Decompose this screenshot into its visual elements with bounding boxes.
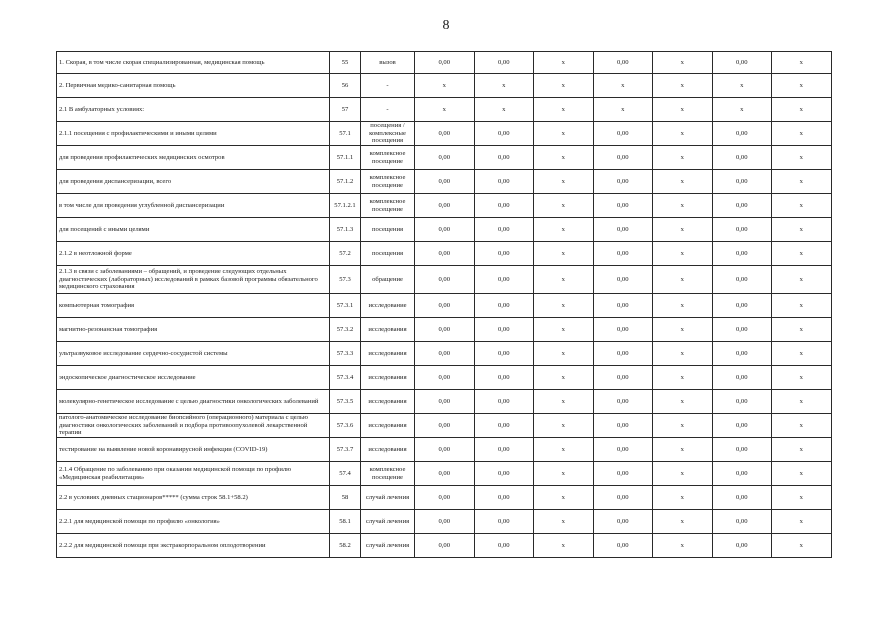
value-cell: x: [772, 366, 832, 390]
value-cell: 0,00: [712, 366, 772, 390]
row-number-cell: 57.1.2.1: [330, 194, 361, 218]
table-row: [57, 242, 832, 266]
value-cell: x: [534, 510, 594, 534]
value-cell: x: [772, 242, 832, 266]
row-number-cell: 57.3.3: [330, 342, 361, 366]
value-cell: 0,00: [712, 266, 772, 294]
value-cell: x: [772, 342, 832, 366]
value-cell: 0,00: [593, 510, 653, 534]
value-cell: x: [712, 98, 772, 122]
value-cell: x: [474, 98, 534, 122]
value-cell: 0,00: [712, 294, 772, 318]
unit-cell: -: [361, 74, 415, 98]
unit-cell: посещения / комплексные посещения: [361, 122, 415, 146]
row-name-cell: для проведения профилактических медицинских осмотров: [57, 146, 330, 170]
table-row: [57, 462, 832, 486]
value-cell: 0,00: [474, 534, 534, 558]
value-cell: x: [534, 318, 594, 342]
unit-cell: исследования: [361, 318, 415, 342]
row-number-cell: 57.3.5: [330, 390, 361, 414]
value-cell: x: [653, 438, 713, 462]
value-cell: 0,00: [474, 52, 534, 74]
value-cell: x: [653, 242, 713, 266]
table-row: [57, 486, 832, 510]
value-cell: x: [534, 146, 594, 170]
value-cell: x: [653, 122, 713, 146]
value-cell: 0,00: [593, 366, 653, 390]
unit-cell: комплексное посещение: [361, 170, 415, 194]
value-cell: 0,00: [474, 438, 534, 462]
value-cell: x: [534, 534, 594, 558]
value-cell: 0,00: [474, 510, 534, 534]
value-cell: 0,00: [712, 218, 772, 242]
value-cell: 0,00: [474, 414, 534, 438]
unit-cell: исследования: [361, 366, 415, 390]
row-number-cell: 57.3.6: [330, 414, 361, 438]
value-cell: 0,00: [415, 462, 475, 486]
value-cell: 0,00: [593, 342, 653, 366]
table-row: [57, 170, 832, 194]
value-cell: 0,00: [415, 266, 475, 294]
value-cell: 0,00: [474, 390, 534, 414]
value-cell: 0,00: [593, 390, 653, 414]
unit-cell: посещения: [361, 242, 415, 266]
value-cell: 0,00: [415, 52, 475, 74]
row-number-cell: 57.3.4: [330, 366, 361, 390]
value-cell: 0,00: [712, 318, 772, 342]
value-cell: 0,00: [593, 170, 653, 194]
value-cell: x: [772, 438, 832, 462]
table-row: [57, 318, 832, 342]
table-row: [57, 194, 832, 218]
unit-cell: случай лечения: [361, 510, 415, 534]
row-name-cell: тестирование на выявление новой коронавирусной инфекции (COVID-19): [57, 438, 330, 462]
table-row: [57, 74, 832, 98]
value-cell: x: [474, 74, 534, 98]
page-number: 8: [442, 18, 450, 33]
value-cell: 0,00: [712, 438, 772, 462]
table-row: [57, 366, 832, 390]
value-cell: 0,00: [415, 510, 475, 534]
value-cell: 0,00: [593, 294, 653, 318]
value-cell: x: [534, 414, 594, 438]
value-cell: x: [772, 218, 832, 242]
unit-cell: комплексное посещение: [361, 146, 415, 170]
value-cell: 0,00: [474, 242, 534, 266]
value-cell: 0,00: [415, 218, 475, 242]
value-cell: x: [593, 74, 653, 98]
value-cell: 0,00: [415, 342, 475, 366]
value-cell: x: [653, 366, 713, 390]
value-cell: 0,00: [712, 122, 772, 146]
value-cell: 0,00: [593, 486, 653, 510]
value-cell: x: [653, 170, 713, 194]
unit-cell: вызов: [361, 52, 415, 74]
value-cell: x: [653, 74, 713, 98]
row-name-cell: магнитно-резонансная томография: [57, 318, 330, 342]
value-cell: x: [772, 390, 832, 414]
value-cell: x: [653, 510, 713, 534]
value-cell: x: [415, 98, 475, 122]
value-cell: 0,00: [712, 390, 772, 414]
row-number-cell: 57.3: [330, 266, 361, 294]
row-number-cell: 57.1.2: [330, 170, 361, 194]
table-row: [57, 534, 832, 558]
table-row: [57, 342, 832, 366]
value-cell: 0,00: [593, 194, 653, 218]
row-number-cell: 57.3.7: [330, 438, 361, 462]
unit-cell: исследования: [361, 342, 415, 366]
value-cell: 0,00: [593, 218, 653, 242]
value-cell: 0,00: [593, 534, 653, 558]
value-cell: 0,00: [593, 462, 653, 486]
value-cell: 0,00: [415, 534, 475, 558]
value-cell: x: [534, 74, 594, 98]
value-cell: 0,00: [415, 122, 475, 146]
value-cell: 0,00: [415, 170, 475, 194]
table-row: [57, 414, 832, 438]
table-row: [57, 122, 832, 146]
value-cell: x: [653, 52, 713, 74]
value-cell: x: [653, 98, 713, 122]
row-number-cell: 58.1: [330, 510, 361, 534]
value-cell: x: [534, 438, 594, 462]
row-name-cell: для проведения диспансеризации, всего: [57, 170, 330, 194]
row-name-cell: ультразвуковое исследование сердечно-сосудистой системы: [57, 342, 330, 366]
value-cell: 0,00: [593, 52, 653, 74]
table-row: [57, 98, 832, 122]
value-cell: x: [772, 194, 832, 218]
value-cell: 0,00: [712, 534, 772, 558]
value-cell: x: [534, 462, 594, 486]
value-cell: x: [772, 266, 832, 294]
row-name-cell: 2. Первичная медико-санитарная помощь: [57, 74, 330, 98]
value-cell: x: [534, 366, 594, 390]
value-cell: x: [415, 74, 475, 98]
row-name-cell: молекулярно-генетическое исследование с целью диагностики онкологических заболеваний: [57, 390, 330, 414]
value-cell: 0,00: [474, 462, 534, 486]
value-cell: 0,00: [712, 342, 772, 366]
value-cell: x: [653, 194, 713, 218]
unit-cell: исследование: [361, 294, 415, 318]
row-name-cell: 2.1.3 в связи с заболеваниями – обращений, и проведение следующих отдельных диагностических (лабораторных) исследований в рамках базовой программы обязательного медицинского страхования: [57, 266, 330, 294]
value-cell: 0,00: [474, 366, 534, 390]
value-cell: 0,00: [415, 194, 475, 218]
value-cell: x: [772, 318, 832, 342]
row-name-cell: 2.1.4 Обращение по заболеванию при оказании медицинской помощи по профилю «Медицинская реабилитация»: [57, 462, 330, 486]
table-row: [57, 294, 832, 318]
row-number-cell: 57.4: [330, 462, 361, 486]
value-cell: 0,00: [474, 122, 534, 146]
unit-cell: случай лечения: [361, 486, 415, 510]
unit-cell: посещения: [361, 218, 415, 242]
value-cell: x: [772, 534, 832, 558]
value-cell: 0,00: [474, 170, 534, 194]
row-name-cell: 2.2.2 для медицинской помощи при экстракорпоральном оплодотворении: [57, 534, 330, 558]
value-cell: x: [772, 52, 832, 74]
value-cell: 0,00: [593, 146, 653, 170]
value-cell: 0,00: [712, 146, 772, 170]
value-cell: 0,00: [415, 242, 475, 266]
value-cell: x: [653, 342, 713, 366]
row-number-cell: 58.2: [330, 534, 361, 558]
value-cell: 0,00: [593, 414, 653, 438]
row-number-cell: 57.2: [330, 242, 361, 266]
value-cell: x: [772, 170, 832, 194]
unit-cell: исследования: [361, 438, 415, 462]
value-cell: x: [653, 414, 713, 438]
value-cell: x: [534, 266, 594, 294]
value-cell: 0,00: [474, 194, 534, 218]
value-cell: 0,00: [415, 318, 475, 342]
table-body: [57, 52, 832, 558]
row-number-cell: 56: [330, 74, 361, 98]
value-cell: 0,00: [474, 318, 534, 342]
value-cell: 0,00: [593, 122, 653, 146]
row-name-cell: 2.2.1 для медицинской помощи по профилю «онкология»: [57, 510, 330, 534]
row-name-cell: для посещений с иными целями: [57, 218, 330, 242]
value-cell: x: [534, 98, 594, 122]
value-cell: 0,00: [712, 242, 772, 266]
table-row: [57, 510, 832, 534]
unit-cell: комплексное посещение: [361, 462, 415, 486]
value-cell: x: [534, 342, 594, 366]
value-cell: x: [653, 390, 713, 414]
value-cell: 0,00: [712, 510, 772, 534]
table-row: [57, 146, 832, 170]
value-cell: x: [653, 146, 713, 170]
value-cell: x: [534, 218, 594, 242]
value-cell: 0,00: [712, 52, 772, 74]
row-name-cell: в том числе для проведения углубленной диспансеризации: [57, 194, 330, 218]
value-cell: x: [772, 146, 832, 170]
table-row: [57, 218, 832, 242]
value-cell: x: [534, 486, 594, 510]
value-cell: x: [772, 294, 832, 318]
row-number-cell: 57: [330, 98, 361, 122]
value-cell: 0,00: [593, 438, 653, 462]
row-name-cell: 2.1.1 посещения с профилактическими и иными целями: [57, 122, 330, 146]
row-name-cell: эндоскопическое диагностическое исследование: [57, 366, 330, 390]
row-name-cell: 2.1.2 в неотложной форме: [57, 242, 330, 266]
value-cell: 0,00: [415, 366, 475, 390]
table-row: [57, 390, 832, 414]
table-row: [57, 52, 832, 74]
value-cell: 0,00: [593, 242, 653, 266]
row-number-cell: 57.1: [330, 122, 361, 146]
unit-cell: исследования: [361, 390, 415, 414]
value-cell: x: [653, 266, 713, 294]
financing-table: [56, 51, 832, 558]
value-cell: 0,00: [593, 266, 653, 294]
row-name-cell: компьютерная томография: [57, 294, 330, 318]
value-cell: 0,00: [474, 266, 534, 294]
value-cell: 0,00: [474, 146, 534, 170]
value-cell: x: [653, 318, 713, 342]
value-cell: x: [772, 510, 832, 534]
value-cell: 0,00: [415, 294, 475, 318]
value-cell: 0,00: [415, 146, 475, 170]
value-cell: x: [653, 294, 713, 318]
value-cell: x: [534, 242, 594, 266]
value-cell: x: [593, 98, 653, 122]
value-cell: x: [772, 414, 832, 438]
value-cell: 0,00: [712, 194, 772, 218]
row-name-cell: патолого-анатомическое исследование биопсийного (операционного) материала с целью диагностики онкологических заболеваний и подбора противоопухолевой лекарственной терапии: [57, 414, 330, 438]
value-cell: x: [772, 122, 832, 146]
row-name-cell: 1. Скорая, в том числе скорая специализированная, медицинская помощь: [57, 52, 330, 74]
value-cell: 0,00: [712, 170, 772, 194]
unit-cell: случай лечения: [361, 534, 415, 558]
unit-cell: обращение: [361, 266, 415, 294]
value-cell: x: [534, 122, 594, 146]
row-number-cell: 55: [330, 52, 361, 74]
row-name-cell: 2.1 В амбулаторных условиях:: [57, 98, 330, 122]
value-cell: x: [534, 52, 594, 74]
table-row: [57, 438, 832, 462]
value-cell: 0,00: [474, 342, 534, 366]
value-cell: 0,00: [712, 486, 772, 510]
value-cell: x: [772, 74, 832, 98]
value-cell: 0,00: [593, 318, 653, 342]
value-cell: x: [653, 218, 713, 242]
value-cell: 0,00: [712, 414, 772, 438]
value-cell: 0,00: [474, 486, 534, 510]
unit-cell: исследования: [361, 414, 415, 438]
value-cell: x: [712, 74, 772, 98]
value-cell: 0,00: [415, 414, 475, 438]
value-cell: x: [534, 170, 594, 194]
value-cell: x: [653, 462, 713, 486]
value-cell: x: [772, 98, 832, 122]
row-number-cell: 57.1.1: [330, 146, 361, 170]
value-cell: x: [653, 486, 713, 510]
value-cell: x: [534, 294, 594, 318]
value-cell: 0,00: [712, 462, 772, 486]
value-cell: x: [534, 390, 594, 414]
value-cell: 0,00: [474, 218, 534, 242]
value-cell: 0,00: [415, 438, 475, 462]
table-row: [57, 266, 832, 294]
row-number-cell: 57.3.2: [330, 318, 361, 342]
value-cell: x: [653, 534, 713, 558]
unit-cell: -: [361, 98, 415, 122]
value-cell: x: [772, 486, 832, 510]
row-name-cell: 2.2 в условиях дневных стационаров***** (сумма строк 58.1+58.2): [57, 486, 330, 510]
unit-cell: комплексное посещение: [361, 194, 415, 218]
row-number-cell: 58: [330, 486, 361, 510]
value-cell: 0,00: [415, 486, 475, 510]
value-cell: x: [534, 194, 594, 218]
value-cell: x: [772, 462, 832, 486]
row-number-cell: 57.1.3: [330, 218, 361, 242]
row-number-cell: 57.3.1: [330, 294, 361, 318]
value-cell: 0,00: [474, 294, 534, 318]
value-cell: 0,00: [415, 390, 475, 414]
